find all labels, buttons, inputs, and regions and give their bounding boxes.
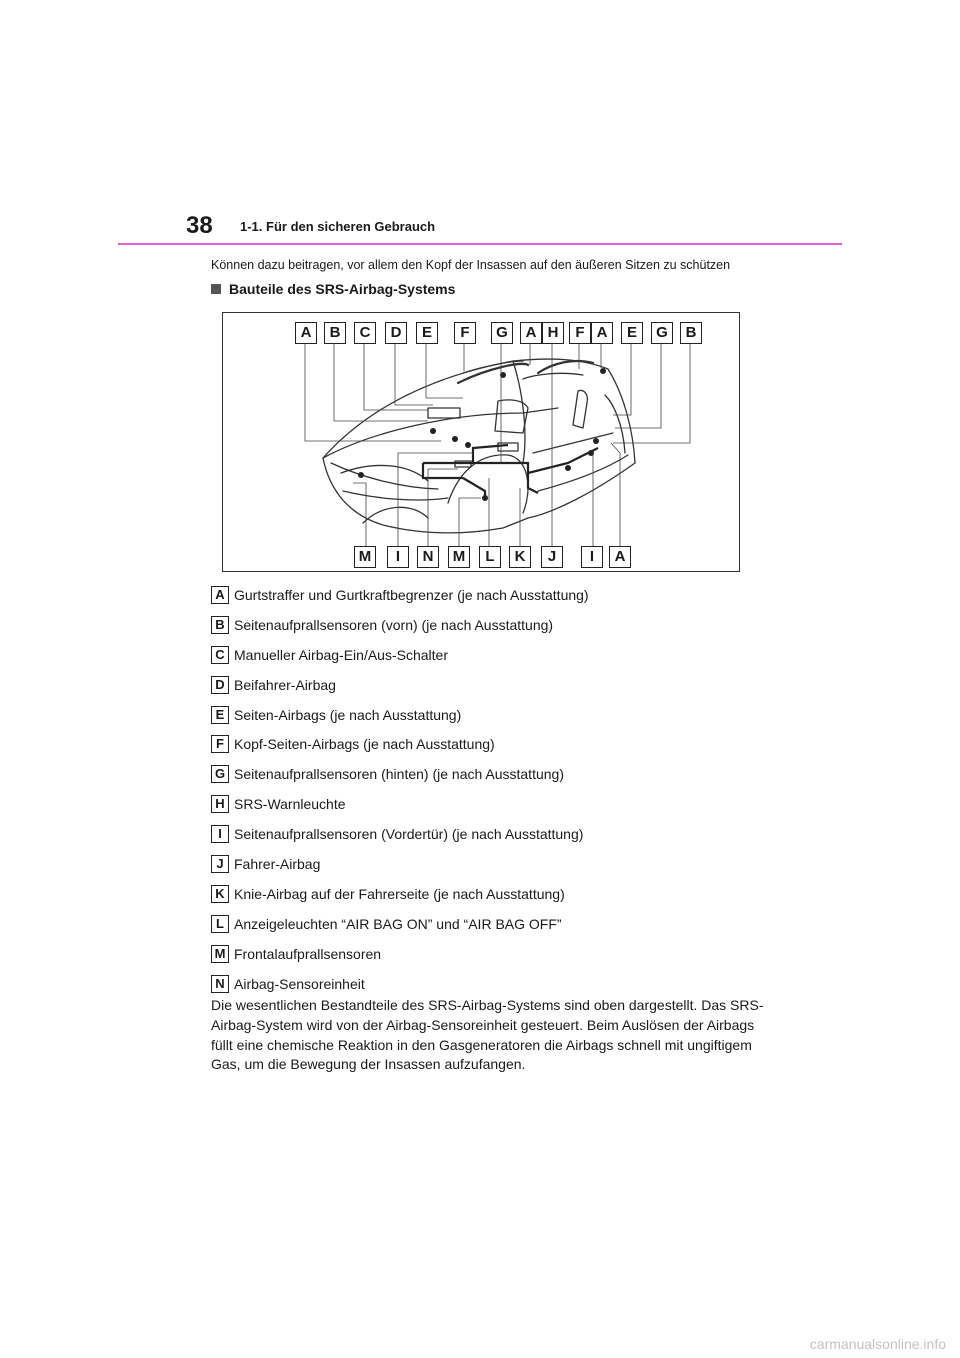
section-heading-text: Bauteile des SRS-Airbag-Systems xyxy=(229,281,456,297)
section-heading xyxy=(211,281,455,297)
legend-text: Seiten-Airbags (je nach Ausstattung) xyxy=(234,706,462,723)
callout-label: E xyxy=(621,322,643,344)
legend-text: Beifahrer-Airbag xyxy=(234,676,336,693)
legend-text: Knie-Airbag auf der Fahrerseite (je nach Ausstattung) xyxy=(234,885,565,902)
legend-item xyxy=(211,849,589,879)
legend-text: Manueller Airbag-Ein/Aus-Schalter xyxy=(234,646,448,663)
callout-label: M xyxy=(448,546,470,568)
legend-text: Seitenaufprallsensoren (vorn) (je nach Ausstattung) xyxy=(234,616,554,633)
legend-key: C xyxy=(211,646,229,664)
intro-text: Können dazu beitragen, vor allem den Kopf der Insassen auf den äußeren Sitzen zu schützen xyxy=(211,258,731,272)
legend-key: H xyxy=(211,795,229,813)
callout-label: I xyxy=(581,546,603,568)
car-illustration xyxy=(223,313,741,573)
callout-label: J xyxy=(541,546,563,568)
legend-key: L xyxy=(211,915,229,933)
legend-key: E xyxy=(211,706,229,724)
callout-label: A xyxy=(295,322,317,344)
callout-label: C xyxy=(354,322,376,344)
legend-item xyxy=(211,580,589,610)
callout-label: H xyxy=(542,322,564,344)
summary-paragraph: Die wesentlichen Bestandteile des SRS-Airbag-Systems sind oben dargestellt. Das SRS-Airbag-System wird von der Airbag-Sensoreinheit gesteuert. Beim Auslösen der Airbags füllt eine chemische Reaktion in den Gasgeneratoren die Airbags schnell mit ungiftigem Gas, um die Bewegung der Insassen aufzufangen. xyxy=(211,997,764,1073)
legend-item xyxy=(211,879,589,909)
legend-item xyxy=(211,610,589,640)
callout-label: F xyxy=(569,322,591,344)
legend-key: J xyxy=(211,855,229,873)
callout-label: A xyxy=(609,546,631,568)
legend-item xyxy=(211,969,589,999)
square-bullet-icon xyxy=(211,284,221,294)
callout-label: L xyxy=(479,546,501,568)
legend-key: K xyxy=(211,885,229,903)
callout-label: I xyxy=(387,546,409,568)
legend-item xyxy=(211,759,589,789)
airbag-system-diagram xyxy=(222,312,740,572)
legend-text: Seitenaufprallsensoren (Vordertür) (je nach Ausstattung) xyxy=(234,826,584,843)
legend-item xyxy=(211,939,589,969)
callout-label: E xyxy=(416,322,438,344)
callout-label: F xyxy=(454,322,476,344)
legend-key: I xyxy=(211,825,229,843)
callout-label: K xyxy=(509,546,531,568)
callout-label: B xyxy=(324,322,346,344)
legend-item xyxy=(211,670,589,700)
callout-label: N xyxy=(417,546,439,568)
legend-item xyxy=(211,819,589,849)
legend-key: M xyxy=(211,945,229,963)
legend-item xyxy=(211,789,589,819)
legend-text: Airbag-Sensoreinheit xyxy=(234,975,365,992)
callout-label: D xyxy=(385,322,407,344)
header-rule xyxy=(118,243,842,245)
callout-label: B xyxy=(680,322,702,344)
legend-item xyxy=(211,640,589,670)
legend-text: Seitenaufprallsensoren (hinten) (je nach Ausstattung) xyxy=(234,766,564,783)
legend-item xyxy=(211,729,589,759)
callout-label: M xyxy=(354,546,376,568)
page-number: 38 xyxy=(186,212,213,239)
legend-key: A xyxy=(211,586,229,604)
legend-text: Fahrer-Airbag xyxy=(234,855,321,872)
callout-label: A xyxy=(591,322,613,344)
legend-key: N xyxy=(211,975,229,993)
callout-label: G xyxy=(651,322,673,344)
legend-text: Gurtstraffer und Gurtkraftbegrenzer (je nach Ausstattung) xyxy=(234,586,589,603)
legend-item xyxy=(211,909,589,939)
component-legend xyxy=(211,580,589,998)
legend-text: Frontalaufprallsensoren xyxy=(234,945,382,962)
legend-key: B xyxy=(211,616,229,634)
legend-text: SRS-Warnleuchte xyxy=(234,796,346,813)
legend-item xyxy=(211,700,589,730)
callout-label: A xyxy=(520,322,542,344)
legend-key: G xyxy=(211,765,229,783)
legend-text: Kopf-Seiten-Airbags (je nach Ausstattung) xyxy=(234,736,495,753)
callout-label: G xyxy=(491,322,513,344)
section-title: 1-1. Für den sicheren Gebrauch xyxy=(240,219,436,234)
legend-key: D xyxy=(211,676,229,694)
legend-key: F xyxy=(211,735,229,753)
watermark: carmanualsonline.info xyxy=(809,1336,946,1352)
legend-text: Anzeigeleuchten “AIR BAG ON” und “AIR BAG OFF” xyxy=(234,915,562,932)
